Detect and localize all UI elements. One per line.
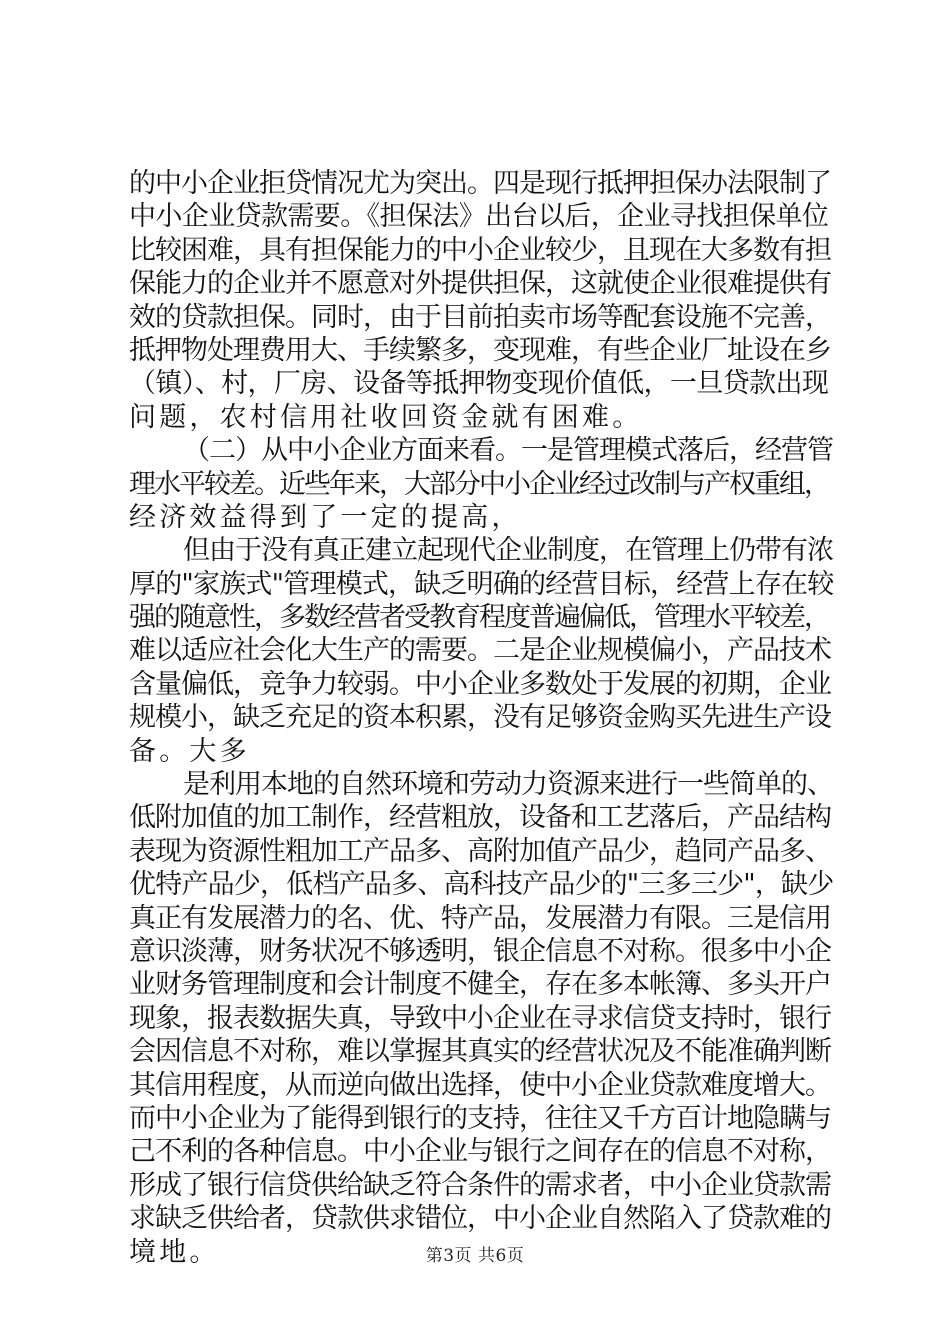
text-line: 厚的"家族式"管理模式，缺乏明确的经营目标，经营上存在较	[129, 568, 834, 600]
text-line: 意识淡薄，财务状况不够透明，银企信息不对称。很多中小企	[129, 935, 831, 967]
text-line: 经济效益得到了一定的提高，	[129, 501, 522, 533]
text-line: 备。大多	[129, 735, 250, 767]
text-line: 优特产品少，低档产品多、高科技产品少的"三多三少"，缺少	[129, 869, 834, 901]
text-line: 会因信息不对称，难以掌握其真实的经营状况及不能准确判断	[129, 1036, 831, 1068]
text-line: 含量偏低，竞争力较弱。中小企业多数处于发展的初期，企业	[129, 668, 831, 700]
text-line: 求缺乏供给者，贷款供求错位，中小企业自然陷入了贷款难的	[129, 1203, 831, 1235]
text-line: 强的随意性，多数经营者受教育程度普遍偏低，管理水平较差，	[129, 602, 829, 634]
text-line: 己不利的各种信息。中小企业与银行之间存在的信息不对称，	[129, 1136, 831, 1168]
text-line: （镇）、村，厂房、设备等抵押物变现价值低，一旦贷款出现	[129, 368, 829, 400]
text-line: 而中小企业为了能得到银行的支持，往往又千方百计地隐瞒与	[129, 1102, 831, 1134]
text-line: （二）从中小企业方面来看。一是管理模式落后，经营管	[183, 435, 833, 467]
text-line: 真正有发展潜力的名、优、特产品，发展潜力有限。三是信用	[129, 902, 831, 934]
text-line: 表现为资源性粗加工产品多、高附加值产品少，趋同产品多、	[129, 835, 831, 867]
text-line: 保能力的企业并不愿意对外提供担保，这就使企业很难提供有	[129, 268, 831, 300]
text-line: 比较困难，具有担保能力的中小企业较少，且现在大多数有担	[129, 234, 831, 266]
text-line: 境地。	[129, 1236, 220, 1268]
text-line: 现象，报表数据失真，导致中小企业在寻求信贷支持时，银行	[129, 1002, 831, 1034]
text-line: 是利用本地的自然环境和劳动力资源来进行一些简单的、	[183, 769, 833, 801]
body-text	[129, 167, 833, 1269]
page-footer: 第3页 共6页	[425, 1246, 525, 1266]
text-line: 问题，农村信用社收回资金就有困难。	[129, 401, 643, 433]
text-line: 理水平较差。近些年来，大部分中小企业经过改制与产权重组，	[129, 468, 829, 500]
text-line: 抵押物处理费用大、手续繁多，变现难，有些企业厂址设在乡	[129, 334, 831, 366]
text-line: 业财务管理制度和会计制度不健全，存在多本帐簿、多头开户	[129, 969, 831, 1001]
text-line: 难以适应社会化大生产的需要。二是企业规模偏小，产品技术	[129, 635, 831, 667]
text-line: 形成了银行信贷供给缺乏符合条件的需求者，中小企业贷款需	[129, 1169, 831, 1201]
text-line: 的中小企业拒贷情况尤为突出。四是现行抵押担保办法限制了	[129, 168, 831, 199]
text-line: 但由于没有真正建立起现代企业制度，在管理上仍带有浓	[183, 535, 833, 567]
text-line: 规模小，缺乏充足的资本积累，没有足够资金购买先进生产设	[129, 702, 831, 734]
text-line: 效的贷款担保。同时，由于目前拍卖市场等配套设施不完善，	[129, 301, 831, 333]
text-line: 中小企业贷款需要。《担保法》出台以后，企业寻找担保单位	[129, 201, 829, 233]
text-line: 其信用程度，从而逆向做出选择，使中小企业贷款难度增大。	[129, 1069, 831, 1101]
text-line: 低附加值的加工制作，经营粗放，设备和工艺落后，产品结构	[129, 802, 831, 834]
